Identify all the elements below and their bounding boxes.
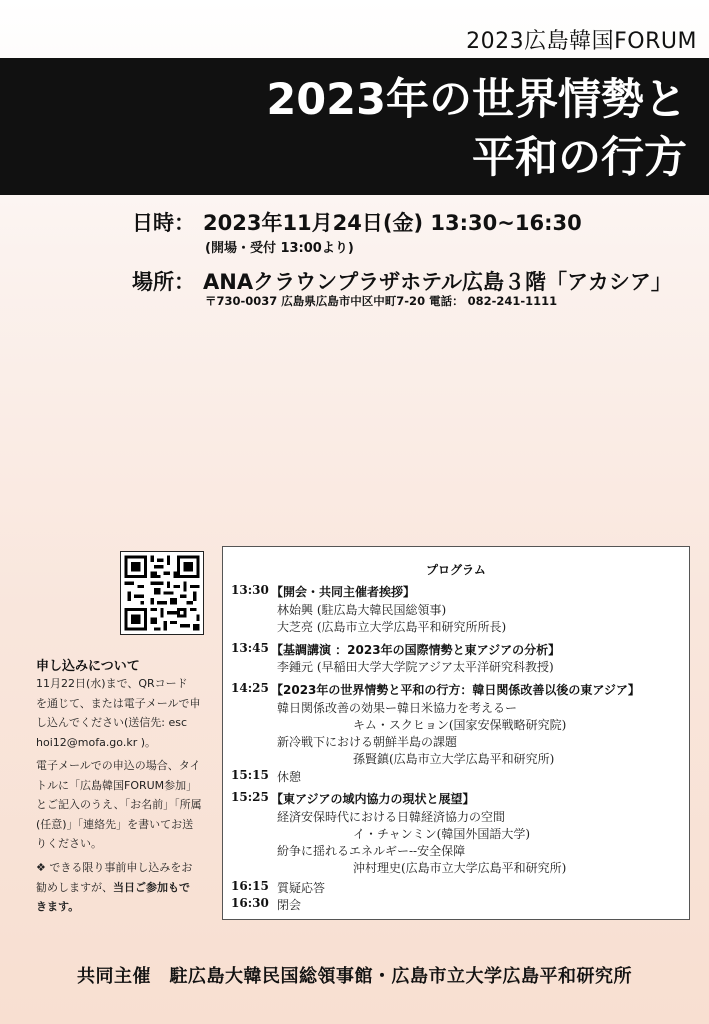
program-title: プログラム — [426, 563, 486, 577]
program-time: 16:15 — [231, 879, 269, 893]
program-heading: 【2023年の世界情勢と平和の行方：韓日関係改善以後の東アジア】 — [271, 683, 640, 697]
date-label: 日時： — [132, 211, 195, 235]
application-title: 申し込みについて — [36, 659, 140, 674]
application-note-line-2: 勧めしますが、 — [36, 880, 113, 894]
program-talk-title: 新冷戦下における朝鮮半島の課題 — [277, 735, 458, 749]
page-title-line-1: 2023年の世界情勢と — [266, 75, 687, 125]
program-time: 15:25 — [231, 790, 269, 804]
application-email-line: hoi12@mofa.go.kr )。 — [36, 735, 157, 749]
application-para-2-line: りください。 — [36, 837, 102, 850]
program-speaker: キム・スクヒョン(国家安保戦略研究院) — [353, 718, 567, 732]
program-time: 14:25 — [231, 681, 269, 695]
program-heading: 【開会・共同主催者挨拶】 — [271, 585, 416, 599]
application-para-1-line: 11月22日(水)まで、QRコード — [36, 677, 188, 690]
program-speaker: 孫賢鎮(広島市立大学広島平和研究所) — [353, 752, 555, 766]
footer-organizers: 共同主催 駐広島大韓民国総領事館・広島市立大学広島平和研究所 — [77, 966, 632, 987]
application-para-2-line: (任意)」「連絡先」を書いてお送 — [36, 817, 194, 831]
place-label: 場所： — [132, 270, 195, 294]
program-time: 16:30 — [231, 896, 269, 910]
application-para-2-line: とご記入のうえ、「お名前」「所属 — [36, 798, 202, 811]
program-item: 閉会 — [277, 898, 302, 912]
program-talk-title: 紛争に揺れるエネルギー--安全保障 — [277, 844, 466, 858]
program-speaker: 林始興 (駐広島大韓民国総領事) — [277, 603, 447, 617]
application-para-2-line: トルに「広島韓国FORUM参加」 — [36, 778, 198, 792]
program-item: 休憩 — [277, 770, 302, 784]
program-speaker: 沖村理史(広島市立大学広島平和研究所) — [353, 861, 567, 875]
program-time: 13:45 — [231, 641, 269, 655]
program-box — [222, 546, 690, 920]
program-talk-title: 韓日関係改善の効果ー韓日米協力を考えるー — [277, 701, 518, 715]
date-sub: (開場・受付 13:00より) — [205, 241, 354, 256]
application-para-1 — [36, 674, 208, 752]
application-para-2-line: 電子メールでの申込の場合、タイ — [36, 759, 201, 772]
application-para-2 — [36, 756, 208, 854]
place-sub: 〒730-0037 広島県広島市中区中町7-20 電話： 082-241-1111 — [205, 294, 558, 308]
program-item: 質疑応答 — [277, 881, 326, 895]
program-speaker: 大芝亮 (広島市立大学広島平和研究所所長) — [277, 620, 507, 634]
program-heading: 【東アジアの域内協力の現状と展望】 — [271, 792, 475, 806]
application-note-bold-1: 当日ご参加もで — [113, 880, 190, 894]
qr-code-icon[interactable] — [120, 551, 204, 635]
program-speaker: イ・チャンミン(韓国外国語大学) — [353, 827, 531, 841]
forum-label: 2023広島韓国FORUM — [466, 29, 697, 54]
application-note-line-1: ❖ できる限り事前申し込みをお — [36, 861, 193, 874]
program-talk-title: 経済安保時代における日韓経済協力の空間 — [277, 810, 506, 824]
page-title-line-2: 平和の行方 — [472, 133, 687, 183]
application-note — [36, 858, 208, 917]
program-time: 15:15 — [231, 768, 269, 782]
application-para-1-line: し込んでください(送信先: esc — [36, 716, 188, 729]
program-speaker: 李鍾元 (早稲田大学大学院アジア太平洋研究科教授) — [277, 660, 554, 674]
program-time: 13:30 — [231, 583, 269, 597]
program-heading: 【基調講演 ：2023年の国際情勢と東アジアの分析】 — [271, 643, 561, 657]
place-value: ANAクラウンプラザホテル広島３階「アカシア」 — [203, 270, 672, 294]
application-note-bold-2: きます。 — [36, 900, 80, 913]
application-para-1-line: を通じて、または電子メールで申 — [36, 696, 201, 710]
date-value: 2023年11月24日(金) 13:30~16:30 — [203, 211, 582, 235]
